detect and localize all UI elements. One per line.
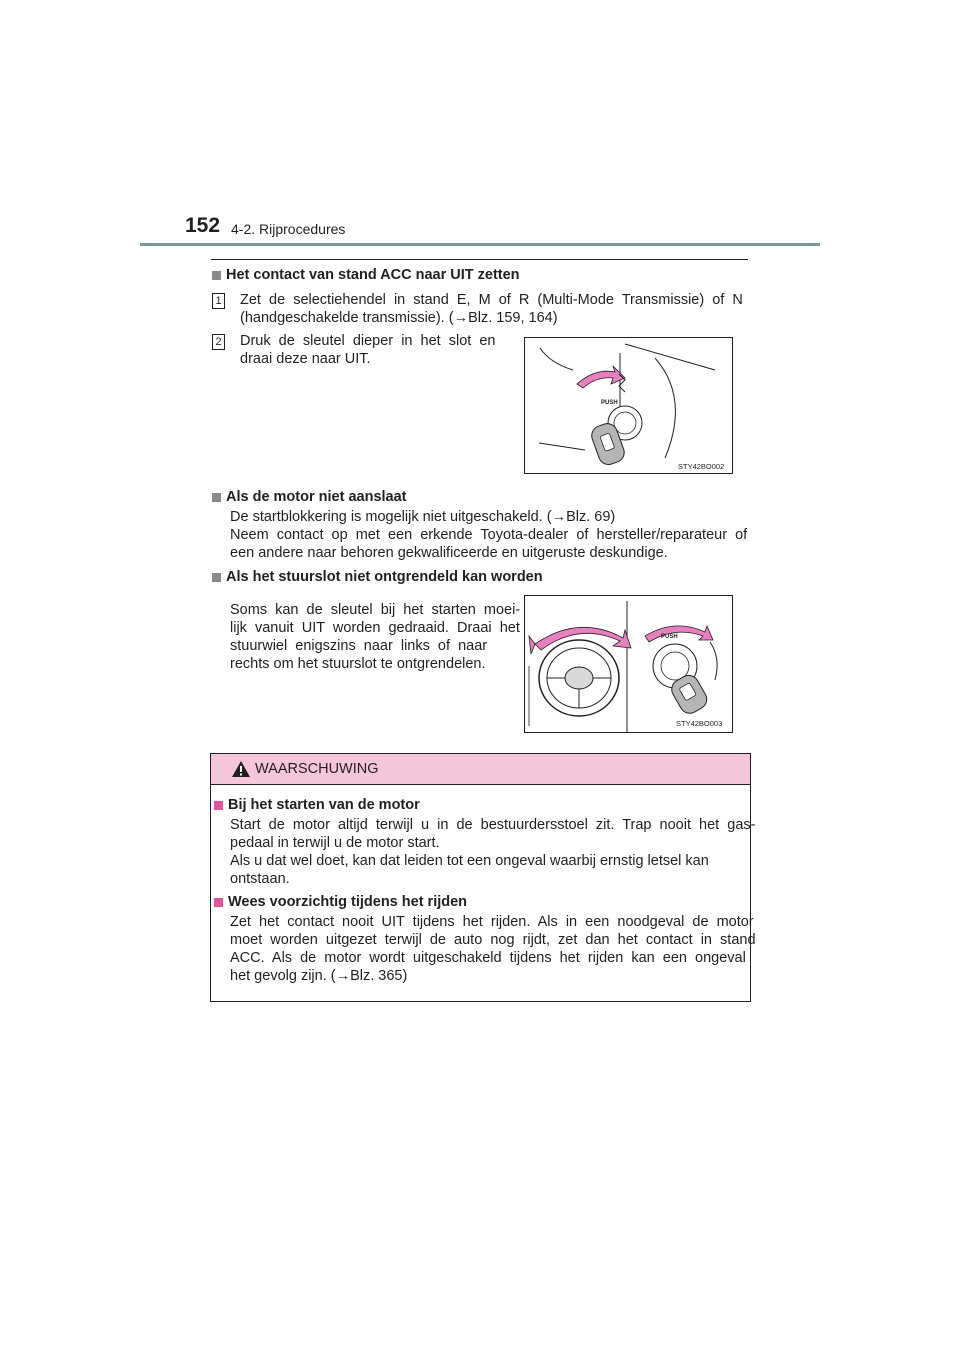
warning-triangle-icon xyxy=(231,760,251,778)
text-line: Zet het contact nooit UIT tijdens het rijden. Als in een noodgeval de motor xyxy=(230,914,754,930)
heading-steering-lock xyxy=(212,569,543,585)
square-bullet-icon xyxy=(214,801,223,810)
text-line: (handgeschakelde transmissie). (→Blz. 159, 164) xyxy=(240,310,558,326)
heading-text: Als de motor niet aanslaat xyxy=(226,489,407,505)
text-line: Soms kan de sleutel bij het starten moei- xyxy=(230,602,521,618)
step-number-2: 2 xyxy=(212,334,225,350)
square-bullet-icon xyxy=(214,898,223,907)
steering-lock-text xyxy=(230,601,521,673)
no-start-text xyxy=(230,508,746,562)
heading-text: Het contact van stand ACC naar UIT zetten xyxy=(226,267,520,283)
text-line: draai deze naar UIT. xyxy=(240,351,371,367)
warning-heading-driving xyxy=(214,894,467,910)
square-bullet-icon xyxy=(212,271,221,280)
text-line: het gevolg zijn. (→Blz. 365) xyxy=(230,968,408,984)
warning-title: WAARSCHUWING xyxy=(255,761,379,777)
step-2-text xyxy=(240,332,510,368)
text-line: ACC. Als de motor wordt uitgeschakeld tijdens het rijden kan een ongeval xyxy=(230,950,746,966)
figure-code: STY42BO002 xyxy=(678,462,725,471)
content-divider xyxy=(211,259,748,260)
text-line: Als u dat wel doet, kan dat leiden tot een ongeval waarbij ernstig letsel kan xyxy=(230,853,709,869)
text-line: Start de motor altijd terwijl u in de bestuurdersstoel zit. Trap nooit het gas- xyxy=(230,817,756,833)
text-line: stuurwiel enigszins naar links of naar xyxy=(230,638,488,654)
warning-heading-start xyxy=(214,797,420,813)
warning-start-text xyxy=(230,816,756,888)
text-line: Neem contact op met een erkende Toyota-dealer of hersteller/reparateur of xyxy=(230,527,748,543)
text-line: Druk de sleutel dieper in het slot en xyxy=(240,333,496,349)
key-ignition-illustration xyxy=(525,338,732,473)
warning-header xyxy=(211,754,750,785)
push-label: PUSH xyxy=(601,400,618,406)
text-line: ontstaan. xyxy=(230,871,290,887)
figure-code: STY42BO003 xyxy=(676,719,723,728)
text-line: lijk vanuit UIT worden gedraaid. Draai het xyxy=(230,620,520,636)
text-line: pedaal in terwijl u de motor start. xyxy=(230,835,440,851)
push-label: PUSH xyxy=(661,634,678,640)
text-line: een andere naar behoren gekwalificeerde en uitgeruste deskundige. xyxy=(230,545,668,561)
text-line: moet worden uitgezet terwijl de auto nog rijdt, zet dan het contact in stand xyxy=(230,932,756,948)
text-line: Zet de selectiehendel in stand E, M of R (Multi-Mode Transmissie) of N xyxy=(240,292,743,308)
header-divider xyxy=(140,243,820,246)
warning-box xyxy=(210,753,756,1002)
square-bullet-icon xyxy=(212,573,221,582)
heading-acc-off xyxy=(212,267,520,283)
section-title: 4-2. Rijprocedures xyxy=(231,221,346,237)
heading-text: Wees voorzichtig tijdens het rijden xyxy=(228,894,468,910)
figure-steering-wheel xyxy=(524,595,733,733)
heading-text: Bij het starten van de motor xyxy=(228,797,420,813)
steering-wheel-illustration xyxy=(525,596,732,732)
warning-driving-text xyxy=(230,913,756,985)
step-1-text xyxy=(240,291,746,327)
square-bullet-icon xyxy=(212,493,221,502)
text-line: rechts om het stuurslot te ontgrendelen. xyxy=(230,656,486,672)
figure-key-ignition xyxy=(524,337,733,474)
heading-text: Als het stuurslot niet ontgrendeld kan worden xyxy=(226,569,543,585)
page-number: 152 xyxy=(185,214,221,237)
step-number-1: 1 xyxy=(212,293,225,309)
text-line: De startblokkering is mogelijk niet uitgeschakeld. (→Blz. 69) xyxy=(230,509,616,525)
heading-no-start xyxy=(212,489,407,505)
